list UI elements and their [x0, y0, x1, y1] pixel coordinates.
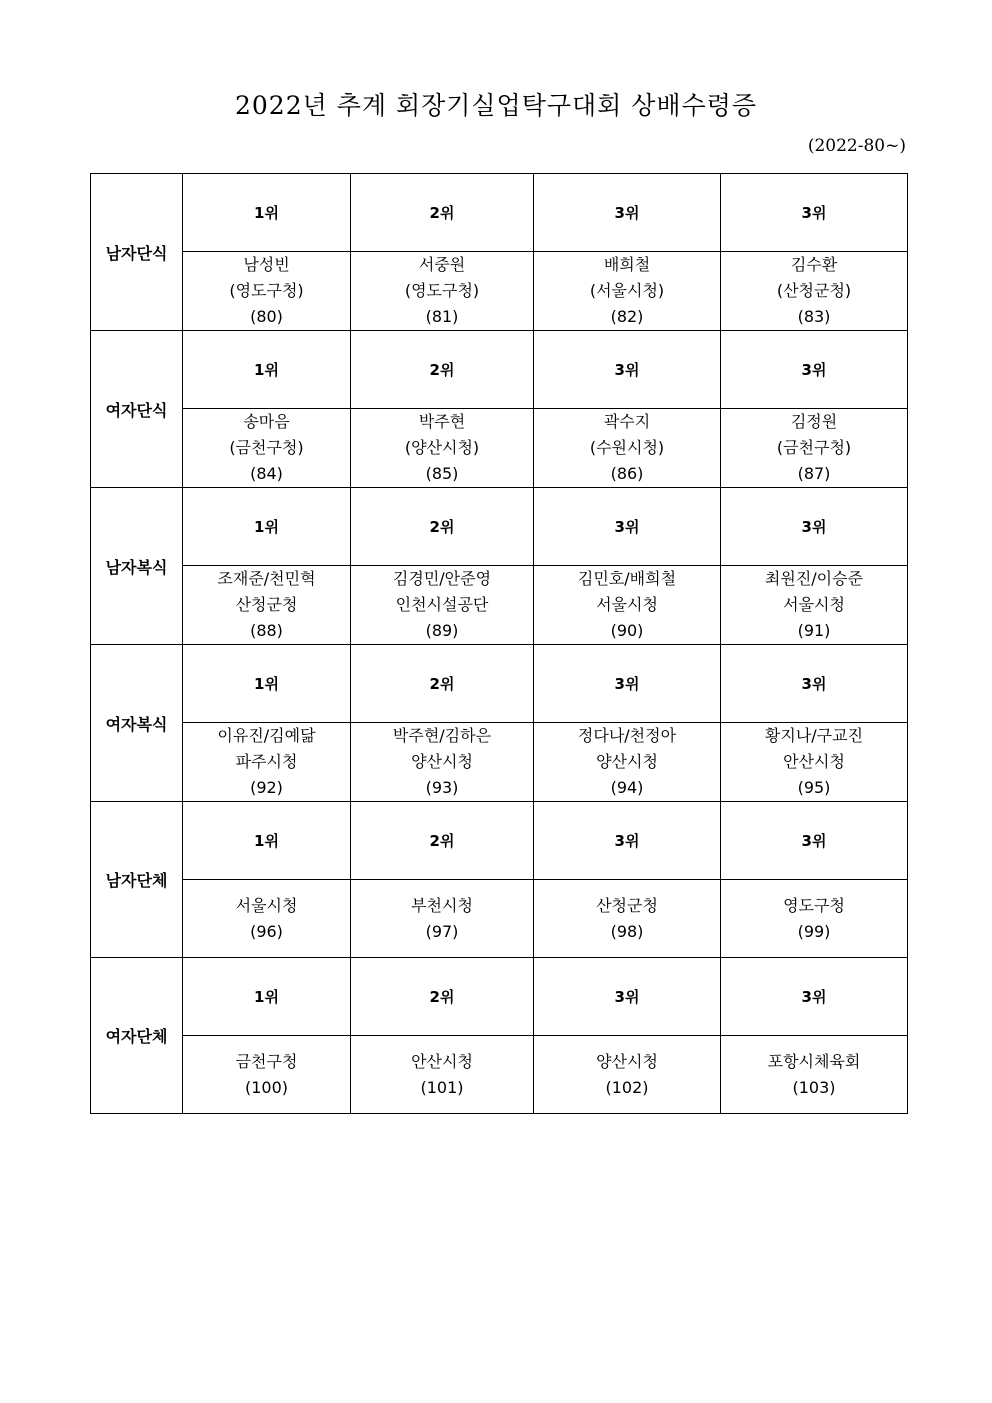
rank-cell: 1위: [183, 958, 351, 1036]
winner-number: (98): [610, 921, 644, 941]
winner-org: 인천시설공단: [395, 595, 489, 614]
winner-org: (수원시청): [589, 438, 665, 457]
winner-org: 산청군청: [235, 595, 298, 614]
winner-cell: [351, 566, 534, 645]
winner-number: (100): [244, 1077, 289, 1097]
rank-cell: 2위: [351, 645, 534, 723]
rank-cell: 3위: [721, 958, 908, 1036]
rank-cell: 3위: [721, 174, 908, 252]
category-label: 여자단체: [91, 958, 183, 1114]
winner-number: (103): [792, 1077, 836, 1097]
winner-name: 서중원: [418, 255, 466, 274]
winner-name: 배희철: [603, 255, 651, 274]
rank-cell: 1위: [183, 331, 351, 409]
rank-cell: 3위: [721, 331, 908, 409]
rank-row: [91, 331, 908, 409]
winner-cell: [534, 880, 721, 958]
winner-org: 양산시청: [596, 1051, 658, 1071]
winner-number: (94): [610, 778, 644, 797]
winner-number: (93): [425, 778, 459, 797]
winner-cell: [351, 723, 534, 802]
winner-number: (86): [610, 464, 644, 483]
winner-number: (89): [425, 621, 459, 640]
winner-org: (영도구청): [229, 281, 304, 300]
winner-name: 박주현/김하은: [392, 726, 492, 745]
winner-number: (88): [250, 621, 283, 640]
winner-name: 정다나/천정아: [577, 726, 677, 745]
winner-name: 이유진/김예닮: [217, 726, 316, 745]
award-receipt-table: [90, 173, 908, 1114]
winner-number: (99): [797, 921, 831, 941]
winner-cell: [721, 1036, 908, 1114]
winner-cell: [351, 880, 534, 958]
rank-row: [91, 645, 908, 723]
rank-cell: 1위: [183, 645, 351, 723]
winner-cell: [534, 409, 721, 488]
winner-number: (85): [425, 464, 459, 483]
rank-cell: 2위: [351, 331, 534, 409]
winner-cell: [534, 566, 721, 645]
winner-org: 서울시청: [596, 595, 658, 614]
winner-number: (83): [797, 307, 831, 326]
document-number: (2022-80~): [807, 136, 906, 156]
rank-cell: 3위: [721, 488, 908, 566]
winner-row: [91, 566, 908, 645]
winner-number: (102): [605, 1077, 649, 1097]
rank-cell: 3위: [534, 645, 721, 723]
rank-cell: 1위: [183, 174, 351, 252]
winner-row: [91, 723, 908, 802]
winner-number: (87): [797, 464, 831, 483]
winner-org: 안산시청: [411, 1051, 473, 1071]
winner-org: 부천시청: [411, 895, 473, 915]
rank-cell: 3위: [534, 174, 721, 252]
winner-cell: [183, 723, 351, 802]
category-label: 여자복식: [91, 645, 183, 802]
winner-row: [91, 880, 908, 958]
document-title: 2022년 추계 회장기실업탁구대회 상배수령증: [234, 91, 757, 120]
winner-org: 안산시청: [783, 752, 845, 771]
winner-number: (92): [250, 778, 283, 797]
winner-name: 김수환: [790, 255, 838, 274]
winner-cell: [721, 252, 908, 331]
winner-org: (양산시청): [404, 438, 480, 457]
winner-cell: [183, 880, 351, 958]
winner-cell: [183, 566, 351, 645]
winner-cell: [534, 723, 721, 802]
rank-row: [91, 802, 908, 880]
rank-cell: 1위: [183, 488, 351, 566]
winner-name: 남성빈: [243, 255, 290, 274]
winner-org: 산청군청: [596, 895, 658, 915]
winner-org: (서울시청): [589, 281, 665, 300]
rank-row: [91, 488, 908, 566]
winner-name: 송마음: [243, 412, 290, 431]
winner-number: (96): [250, 921, 283, 941]
winner-name: 김민호/배희철: [577, 569, 677, 588]
winner-number: (91): [797, 621, 831, 640]
winner-name: 조재준/천민혁: [217, 569, 316, 588]
winner-number: (84): [250, 464, 283, 483]
rank-cell: 2위: [351, 958, 534, 1036]
winner-org: 양산시청: [411, 752, 473, 771]
winner-cell: [721, 723, 908, 802]
rank-cell: 2위: [351, 488, 534, 566]
winner-number: (101): [420, 1077, 464, 1097]
rank-cell: 3위: [721, 645, 908, 723]
winner-cell: [183, 1036, 351, 1114]
winner-cell: [351, 1036, 534, 1114]
rank-cell: 3위: [534, 958, 721, 1036]
winner-row: [91, 252, 908, 331]
winner-cell: [534, 1036, 721, 1114]
category-label: 남자단식: [91, 174, 183, 331]
winner-name: 황지나/구교진: [764, 726, 864, 745]
winner-cell: [721, 409, 908, 488]
winner-name: 박주현: [418, 412, 466, 431]
winner-org: 서울시청: [235, 895, 298, 915]
rank-cell: 1위: [183, 802, 351, 880]
winner-org: (금천구청): [229, 438, 304, 457]
winner-name: 김경민/안준영: [392, 569, 492, 588]
winner-name: 곽수지: [603, 412, 651, 431]
winner-org: 금천구청: [235, 1051, 298, 1071]
winner-org: (금천구청): [776, 438, 852, 457]
winner-name: 최원진/이승준: [764, 569, 864, 588]
winner-cell: [721, 880, 908, 958]
winner-row: [91, 409, 908, 488]
category-label: 남자복식: [91, 488, 183, 645]
winner-number: (97): [425, 921, 459, 941]
winner-cell: [351, 252, 534, 331]
winner-org: 파주시청: [235, 752, 298, 771]
winner-org: (영도구청): [404, 281, 480, 300]
winner-cell: [183, 409, 351, 488]
rank-row: [91, 174, 908, 252]
rank-cell: 2위: [351, 174, 534, 252]
winner-number: (82): [610, 307, 644, 326]
winner-cell: [351, 409, 534, 488]
winner-cell: [183, 252, 351, 331]
award-table-body: [91, 174, 908, 1114]
rank-cell: 3위: [534, 802, 721, 880]
winner-org: (산청군청): [776, 281, 852, 300]
winner-number: (95): [797, 778, 831, 797]
winner-number: (90): [610, 621, 644, 640]
rank-cell: 2위: [351, 802, 534, 880]
winner-row: [91, 1036, 908, 1114]
winner-cell: [721, 566, 908, 645]
winner-org: 영도구청: [783, 895, 845, 915]
winner-org: 서울시청: [783, 595, 845, 614]
category-label: 남자단체: [91, 802, 183, 958]
winner-name: 김정원: [790, 412, 838, 431]
category-label: 여자단식: [91, 331, 183, 488]
winner-cell: [534, 252, 721, 331]
winner-org: 포항시체육회: [767, 1051, 861, 1071]
winner-org: 양산시청: [596, 752, 658, 771]
rank-cell: 3위: [534, 331, 721, 409]
winner-number: (80): [250, 307, 283, 326]
winner-number: (81): [425, 307, 459, 326]
rank-row: [91, 958, 908, 1036]
rank-cell: 3위: [534, 488, 721, 566]
rank-cell: 3위: [721, 802, 908, 880]
